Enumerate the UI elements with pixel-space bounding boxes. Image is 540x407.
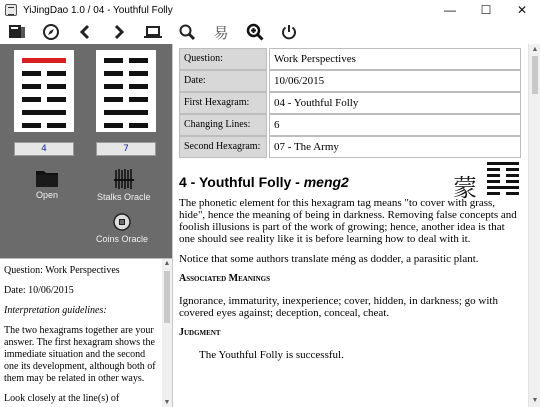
hexagram-line: [104, 123, 148, 128]
description-paragraph-1: The phonetic element for this hexagram tag means "to cover with grass, hide", hence the meaning of being in darkness. Removing false concepts and foolish illusions is part of the work of growing; hence, another idea is that one should see reality like it is before learning how to deal with it.: [179, 197, 517, 245]
hexagram-line: [104, 71, 148, 76]
hexagram-symbol-segment: [487, 162, 519, 165]
question-value[interactable]: Work Perspectives: [269, 48, 521, 70]
scroll-up-icon[interactable]: ▲: [163, 260, 171, 267]
hexagram-line-segment: [22, 123, 41, 128]
hexagram-symbol-line: [487, 180, 519, 183]
hexagram-line-segment: [129, 84, 148, 89]
toolbar: [0, 20, 540, 44]
title-bar: [0, 0, 540, 20]
date-value[interactable]: 10/06/2015: [269, 70, 521, 92]
chinese-glyph-icon[interactable]: 易: [213, 23, 229, 42]
associated-meanings-heading: Associated Meanings: [179, 273, 270, 284]
secondary-hexagram-number[interactable]: 7: [96, 142, 156, 156]
close-button[interactable]: ✕: [516, 3, 528, 17]
hexagram-symbol-segment: [487, 168, 500, 171]
secondary-hexagram-card[interactable]: [96, 50, 156, 132]
hexagram-symbol-segment: [506, 168, 519, 171]
maximize-button[interactable]: ☐: [480, 3, 492, 17]
notes-guidelines-text: The two hexagrams together are your answer. The first hexagram shows the immediate situation and the second one its development, although both of them may be related in other ways.: [4, 325, 156, 384]
second-hexagram-value[interactable]: 07 - The Army: [269, 136, 521, 158]
hexagram-symbol-line: [487, 186, 519, 189]
hexagram-description: [179, 197, 519, 369]
judgment-heading: Judgment: [179, 327, 221, 338]
hexagram-line-segment: [22, 110, 66, 115]
coins-oracle-button[interactable]: [96, 212, 148, 244]
hexagram-symbol-segment: [487, 180, 500, 183]
window-title: YiJingDao 1.0 / 04 - Youthful Folly: [23, 4, 173, 16]
hexagram-line-segment: [104, 110, 148, 115]
hexagram-symbol-segment: [506, 174, 519, 177]
window-controls: [432, 0, 540, 20]
hexagram-line-segment: [104, 84, 123, 89]
hexagram-symbol-line: [487, 168, 519, 171]
open-button[interactable]: [35, 168, 59, 200]
reading-scrollbar[interactable]: [528, 44, 540, 407]
hexagram-line-segment: [104, 123, 123, 128]
book-icon[interactable]: [0, 20, 34, 44]
hexagram-line-segment: [104, 58, 123, 63]
search-icon[interactable]: [170, 20, 204, 44]
info-row-changing-lines: [179, 114, 521, 136]
hexagram-symbol-segment: [506, 192, 519, 195]
hexagram-line: [104, 97, 148, 102]
coin-icon: [111, 212, 133, 232]
forward-icon[interactable]: [102, 20, 136, 44]
stalks-oracle-button[interactable]: [97, 168, 151, 202]
hexagram-line: [104, 110, 148, 115]
first-hexagram-value[interactable]: 04 - Youthful Folly: [269, 92, 521, 114]
hexagram-symbol-segment: [506, 180, 519, 183]
second-hexagram-label: Second Hexagram:: [179, 136, 267, 158]
hexagram-line-segment: [22, 71, 41, 76]
hexagram-line-segment: [104, 97, 123, 102]
scroll-down-icon[interactable]: ▼: [163, 399, 171, 406]
description-paragraph-2: Notice that some authors translate méng as dodder, a parasitic plant.: [179, 253, 479, 265]
date-label: Date:: [179, 70, 267, 92]
associated-meanings-text: Ignorance, immaturity, inexperience; cover, hidden, in darkness; go with covered eyes against; deception, conceal, cheat.: [179, 295, 498, 319]
hexagram-line-segment: [47, 71, 66, 76]
hexagram-panel: [0, 44, 172, 258]
power-icon[interactable]: [272, 20, 306, 44]
stalks-icon: [113, 168, 135, 190]
app-icon: [5, 4, 17, 16]
notes-question: Question: Work Perspectives: [4, 265, 120, 276]
scroll-up-icon[interactable]: ▲: [531, 46, 539, 53]
hexagram-line: [22, 71, 66, 76]
hexagram-symbol-line: [487, 192, 519, 195]
reading-panel: [172, 44, 540, 407]
hexagram-symbol-segment: [487, 192, 500, 195]
notes-scrollbar[interactable]: [162, 259, 172, 407]
minimize-button[interactable]: —: [444, 3, 456, 17]
hexagram-line-segment: [22, 58, 66, 63]
hexagram-symbol-segment: [487, 186, 519, 189]
notes-panel: [0, 258, 172, 407]
reading-scroll-thumb[interactable]: [532, 56, 538, 94]
hexagram-line: [22, 123, 66, 128]
notes-scroll-thumb[interactable]: [164, 271, 170, 323]
hexagram-line: [22, 84, 66, 89]
open-label: Open: [35, 190, 59, 200]
stalks-oracle-label: Stalks Oracle: [97, 192, 151, 202]
hexagram-character: 蒙: [453, 174, 477, 202]
hexagram-symbol-line: [487, 162, 519, 165]
hexagram-line: [22, 58, 66, 63]
hexagram-line-segment: [47, 123, 66, 128]
primary-hexagram-number[interactable]: 4: [14, 142, 74, 156]
hexagram-line-segment: [129, 58, 148, 63]
hexagram-line-segment: [104, 71, 123, 76]
notes-date: Date: 10/06/2015: [4, 285, 74, 296]
back-icon[interactable]: [68, 20, 102, 44]
hexagram-line-segment: [129, 97, 148, 102]
question-label: Question:: [179, 48, 267, 70]
hexagram-line-segment: [129, 123, 148, 128]
changing-lines-value[interactable]: 6: [269, 114, 521, 136]
hexagram-line-segment: [22, 84, 41, 89]
primary-hexagram-card[interactable]: [14, 50, 74, 132]
laptop-icon[interactable]: [136, 20, 170, 44]
hexagram-line: [22, 97, 66, 102]
compass-icon[interactable]: [34, 20, 68, 44]
reading-info-table: [179, 48, 521, 158]
zoom-in-icon[interactable]: [238, 20, 272, 44]
hexagram-symbol: [487, 162, 519, 196]
hexagram-line-segment: [47, 84, 66, 89]
folder-icon: [35, 168, 59, 188]
first-hexagram-label: First Hexagram:: [179, 92, 267, 114]
info-row-first-hexagram: [179, 92, 521, 114]
hexagram-line: [22, 110, 66, 115]
hexagram-line: [104, 84, 148, 89]
hexagram-symbol-line: [487, 174, 519, 177]
hexagram-pinyin: meng2: [303, 174, 349, 190]
info-row-question: [179, 48, 521, 70]
hexagram-title: 4 - Youthful Folly - meng2: [179, 174, 349, 190]
hexagram-line: [104, 58, 148, 63]
hexagram-line-segment: [47, 97, 66, 102]
judgment-text: The Youthful Folly is successful.: [199, 349, 344, 361]
changing-lines-label: Changing Lines:: [179, 114, 267, 136]
notes-trailing: Look closely at the line(s) of: [4, 393, 120, 404]
scroll-down-icon[interactable]: ▼: [531, 397, 539, 404]
info-row-date: [179, 70, 521, 92]
coins-oracle-label: Coins Oracle: [96, 234, 149, 244]
hexagram-line-segment: [22, 97, 41, 102]
hexagram-line-segment: [129, 71, 148, 76]
hexagram-symbol-segment: [487, 174, 500, 177]
info-row-second-hexagram: [179, 136, 521, 158]
notes-guidelines-title: Interpretation guidelines:: [4, 305, 107, 316]
